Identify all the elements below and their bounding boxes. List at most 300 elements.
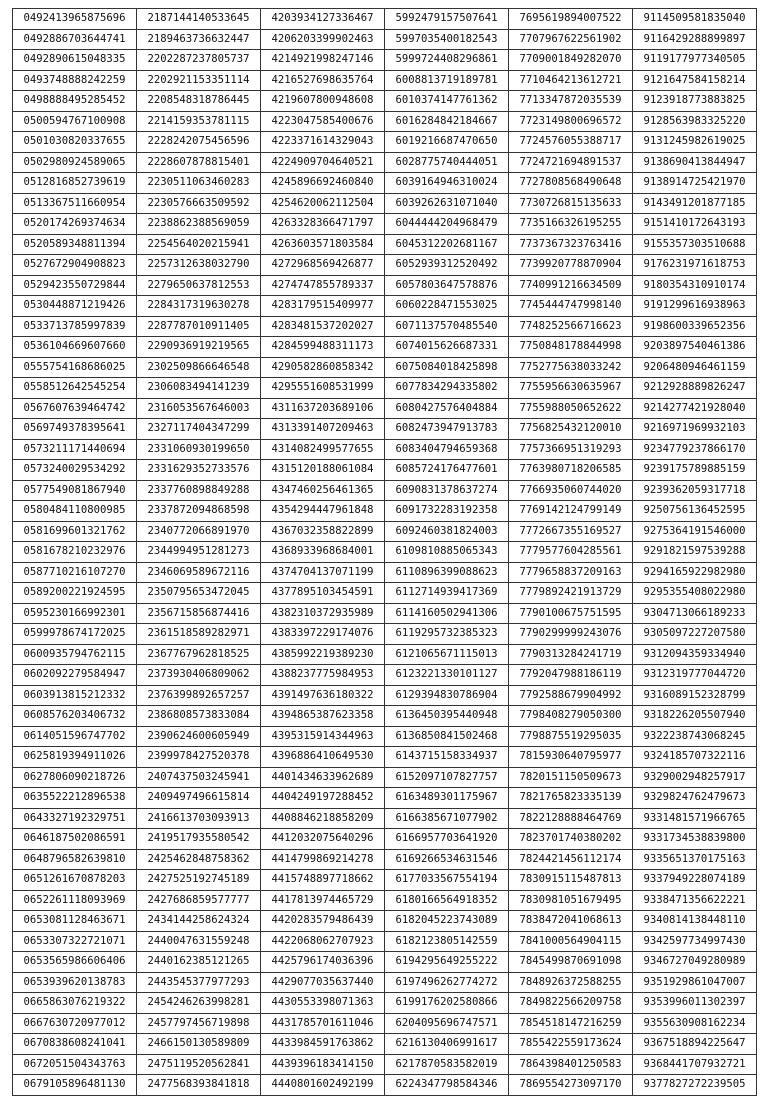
table-cell: 4219607800948608 (261, 91, 385, 112)
table-row (13, 685, 757, 706)
table-row (13, 562, 757, 583)
table-row (13, 173, 757, 194)
table-cell: 4433984591763862 (261, 1034, 385, 1055)
table-cell: 2427525192745189 (137, 870, 261, 891)
table-cell: 2202921153351114 (137, 70, 261, 91)
table-cell: 7766935060744020 (509, 480, 633, 501)
table-cell: 0501030820337655 (13, 132, 137, 153)
table-row (13, 706, 757, 727)
table-row (13, 460, 757, 481)
table-row (13, 747, 757, 768)
table-cell: 2427686859577777 (137, 890, 261, 911)
table-cell: 6182045223743089 (385, 911, 509, 932)
table-row (13, 419, 757, 440)
table-row (13, 624, 757, 645)
table-cell: 4408846218858209 (261, 808, 385, 829)
table-cell: 2340772066891970 (137, 521, 261, 542)
table-cell: 6019216687470650 (385, 132, 509, 153)
table-cell: 4374704137071199 (261, 562, 385, 583)
table-cell: 2214159353781115 (137, 111, 261, 132)
table-cell: 0558512642545254 (13, 378, 137, 399)
table-cell: 2373930406809062 (137, 665, 261, 686)
table-cell: 2344994951281273 (137, 542, 261, 563)
table-row (13, 50, 757, 71)
table-cell: 9367518894225647 (633, 1034, 757, 1055)
table-cell: 0627806090218726 (13, 767, 137, 788)
table-cell: 0573211171440694 (13, 439, 137, 460)
table-cell: 2230511063460283 (137, 173, 261, 194)
table-cell: 2228607878815401 (137, 152, 261, 173)
table-row (13, 357, 757, 378)
table-cell: 0512816852739619 (13, 173, 137, 194)
table-cell: 6080427576404884 (385, 398, 509, 419)
table-cell: 9155357303510688 (633, 234, 757, 255)
table-cell: 5992479157507641 (385, 9, 509, 30)
table-cell: 4315120188061084 (261, 460, 385, 481)
number-table-container (12, 8, 757, 1096)
table-cell: 2290936919219565 (137, 337, 261, 358)
number-table (12, 8, 757, 1096)
table-cell: 0646187502086591 (13, 829, 137, 850)
table-cell: 7820151150509673 (509, 767, 633, 788)
table-cell: 9250756136452595 (633, 501, 757, 522)
table-cell: 2337760898849288 (137, 480, 261, 501)
table-cell: 6112714939417369 (385, 583, 509, 604)
table-cell: 4367032358822899 (261, 521, 385, 542)
table-row (13, 91, 757, 112)
table-cell: 2367767962818525 (137, 644, 261, 665)
table-cell: 0536104669607660 (13, 337, 137, 358)
table-cell: 0513367511660954 (13, 193, 137, 214)
table-cell: 6224347798584346 (385, 1075, 509, 1096)
table-cell: 7713347872035539 (509, 91, 633, 112)
table-row (13, 398, 757, 419)
table-row (13, 644, 757, 665)
table-cell: 9355630908162234 (633, 1013, 757, 1034)
table-cell: 4368933968684001 (261, 542, 385, 563)
table-cell: 9331481571966765 (633, 808, 757, 829)
table-cell: 9176231971618753 (633, 255, 757, 276)
table-cell: 4284599488311173 (261, 337, 385, 358)
table-cell: 0530448871219426 (13, 296, 137, 317)
table-cell: 2306083494141239 (137, 378, 261, 399)
table-cell: 6166957703641920 (385, 829, 509, 850)
table-cell: 6109810885065343 (385, 542, 509, 563)
table-cell: 6169266534631546 (385, 849, 509, 870)
table-cell: 4395315914344963 (261, 726, 385, 747)
table-cell: 0603913815212332 (13, 685, 137, 706)
table-cell: 9212928889826247 (633, 378, 757, 399)
table-cell: 4385992219389230 (261, 644, 385, 665)
table-cell: 2350795653472045 (137, 583, 261, 604)
table-cell: 9338471356622221 (633, 890, 757, 911)
table-cell: 2457797456719898 (137, 1013, 261, 1034)
table-cell: 9324185707322116 (633, 747, 757, 768)
table-cell: 9342597734997430 (633, 931, 757, 952)
table-cell: 9116429288899897 (633, 29, 757, 50)
table-row (13, 521, 757, 542)
table-cell: 6136850841502468 (385, 726, 509, 747)
table-cell: 4354294447961848 (261, 501, 385, 522)
table-cell: 7735166326195255 (509, 214, 633, 235)
table-cell: 6044444204968479 (385, 214, 509, 235)
table-cell: 7779658837209163 (509, 562, 633, 583)
table-cell: 4414799869214278 (261, 849, 385, 870)
table-row (13, 665, 757, 686)
table-cell: 9180354310910174 (633, 275, 757, 296)
table-row (13, 542, 757, 563)
table-cell: 7745444747998140 (509, 296, 633, 317)
table-cell: 4216527698635764 (261, 70, 385, 91)
table-cell: 0520589348811394 (13, 234, 137, 255)
table-cell: 7763980718206585 (509, 460, 633, 481)
table-cell: 9128563983325220 (633, 111, 757, 132)
table-cell: 9123918773883825 (633, 91, 757, 112)
table-cell: 0492413965875696 (13, 9, 137, 30)
table-cell: 7748252566716623 (509, 316, 633, 337)
table-cell: 9316089152328799 (633, 685, 757, 706)
table-cell: 0587710216107270 (13, 562, 137, 583)
table-row (13, 870, 757, 891)
table-cell: 6121065671115013 (385, 644, 509, 665)
table-cell: 0500594767100908 (13, 111, 137, 132)
table-cell: 7772667355169527 (509, 521, 633, 542)
table-cell: 0653939620138783 (13, 972, 137, 993)
table-cell: 6129394830786904 (385, 685, 509, 706)
table-cell: 9331734538839800 (633, 829, 757, 850)
table-cell: 2279650637812553 (137, 275, 261, 296)
table-cell: 0533713785997839 (13, 316, 137, 337)
table-cell: 4394865387623358 (261, 706, 385, 727)
table-row (13, 480, 757, 501)
table-cell: 0580484110800985 (13, 501, 137, 522)
table-cell: 0602092279584947 (13, 665, 137, 686)
table-row (13, 726, 757, 747)
table-cell: 9294165922982980 (633, 562, 757, 583)
table-row (13, 337, 757, 358)
table-cell: 4422068062707923 (261, 931, 385, 952)
table-cell: 0608576203406732 (13, 706, 137, 727)
table-cell: 7790100675751595 (509, 603, 633, 624)
table-cell: 2466150130589809 (137, 1034, 261, 1055)
table-cell: 0567607639464742 (13, 398, 137, 419)
table-cell: 2477568393841818 (137, 1075, 261, 1096)
table-cell: 4224909704640521 (261, 152, 385, 173)
table-cell: 2187144140533645 (137, 9, 261, 30)
table-cell: 0555754168686025 (13, 357, 137, 378)
table-cell: 7869554273097170 (509, 1075, 633, 1096)
table-cell: 7723149800696572 (509, 111, 633, 132)
table-row (13, 849, 757, 870)
table-cell: 0527672904908823 (13, 255, 137, 276)
table-cell: 0653307322721071 (13, 931, 137, 952)
table-cell: 2316053567646003 (137, 398, 261, 419)
table-cell: 9329824762479673 (633, 788, 757, 809)
table-cell: 6217870583582019 (385, 1054, 509, 1075)
table-cell: 7830981051679495 (509, 890, 633, 911)
table-cell: 6163489301175967 (385, 788, 509, 809)
table-cell: 7822128888464769 (509, 808, 633, 829)
table-cell: 6114160502941306 (385, 603, 509, 624)
table-cell: 4425796174036396 (261, 952, 385, 973)
table-cell: 7838472041068613 (509, 911, 633, 932)
table-row (13, 952, 757, 973)
table-cell: 4223371614329043 (261, 132, 385, 153)
table-cell: 6077834294335802 (385, 378, 509, 399)
table-cell: 9305097227207580 (633, 624, 757, 645)
table-cell: 4404249197288452 (261, 788, 385, 809)
table-cell: 0492890615048335 (13, 50, 137, 71)
table-row (13, 439, 757, 460)
table-cell: 0529423550729844 (13, 275, 137, 296)
table-row (13, 829, 757, 850)
table-cell: 0653565986606406 (13, 952, 137, 973)
table-cell: 0672051504343763 (13, 1054, 137, 1075)
table-cell: 6039262631071040 (385, 193, 509, 214)
table-cell: 4314082499577655 (261, 439, 385, 460)
table-cell: 2361518589282971 (137, 624, 261, 645)
table-cell: 0581678210232976 (13, 542, 137, 563)
table-cell: 4383397229174076 (261, 624, 385, 645)
table-cell: 9353996011302397 (633, 993, 757, 1014)
table-cell: 4290582860858342 (261, 357, 385, 378)
table-cell: 9198600339652356 (633, 316, 757, 337)
table-cell: 0653081128463671 (13, 911, 137, 932)
table-row (13, 911, 757, 932)
table-row (13, 378, 757, 399)
table-cell: 0600935794762115 (13, 644, 137, 665)
table-cell: 2284317319630278 (137, 296, 261, 317)
table-cell: 4272968569426877 (261, 255, 385, 276)
table-cell: 7792588679904992 (509, 685, 633, 706)
table-cell: 6136450395440948 (385, 706, 509, 727)
table-cell: 2434144258624324 (137, 911, 261, 932)
table-cell: 6177033567554194 (385, 870, 509, 891)
table-cell: 9340814138448110 (633, 911, 757, 932)
table-cell: 0498888495285452 (13, 91, 137, 112)
table-row (13, 193, 757, 214)
table-cell: 9138914725421970 (633, 173, 757, 194)
table-cell: 7755956630635967 (509, 378, 633, 399)
table-cell: 2407437503245941 (137, 767, 261, 788)
table-cell: 4417813974465729 (261, 890, 385, 911)
table-cell: 6110896399088623 (385, 562, 509, 583)
table-cell: 5999724408296861 (385, 50, 509, 71)
table-row (13, 583, 757, 604)
table-cell: 6182123805142559 (385, 931, 509, 952)
table-row (13, 214, 757, 235)
table-cell: 6090831378637274 (385, 480, 509, 501)
table-row (13, 1034, 757, 1055)
table-cell: 9131245982619025 (633, 132, 757, 153)
table-cell: 9351929861047007 (633, 972, 757, 993)
table-cell: 9216971969932103 (633, 419, 757, 440)
table-row (13, 70, 757, 91)
table-cell: 2386808573833084 (137, 706, 261, 727)
table-cell: 6016284842184667 (385, 111, 509, 132)
table-cell: 2425462848758362 (137, 849, 261, 870)
table-cell: 4377895103454591 (261, 583, 385, 604)
table-cell: 2390624600605949 (137, 726, 261, 747)
table-cell: 4431785701611046 (261, 1013, 385, 1034)
table-cell: 0589200221924595 (13, 583, 137, 604)
table-cell: 4223047585400676 (261, 111, 385, 132)
table-cell: 7864398401250583 (509, 1054, 633, 1075)
table-cell: 7707967622561902 (509, 29, 633, 50)
table-cell: 4388237775984953 (261, 665, 385, 686)
table-cell: 4283481537202027 (261, 316, 385, 337)
table-row (13, 1013, 757, 1034)
table-cell: 6180166564918352 (385, 890, 509, 911)
table-cell: 4214921998247146 (261, 50, 385, 71)
table-cell: 6166385671077902 (385, 808, 509, 829)
table-cell: 6216130406991617 (385, 1034, 509, 1055)
table-cell: 7798875519295035 (509, 726, 633, 747)
table-cell: 9346727049280989 (633, 952, 757, 973)
table-cell: 7854518147216259 (509, 1013, 633, 1034)
table-cell: 6123221330101127 (385, 665, 509, 686)
table-cell: 2440047631559248 (137, 931, 261, 952)
table-cell: 9322238743068245 (633, 726, 757, 747)
table-cell: 0648796582639810 (13, 849, 137, 870)
table-cell: 4263603571803584 (261, 234, 385, 255)
table-cell: 0599978674172025 (13, 624, 137, 645)
table-cell: 0577549081867940 (13, 480, 137, 501)
table-row (13, 1075, 757, 1096)
table-cell: 7750848178844998 (509, 337, 633, 358)
table-cell: 7790299999243076 (509, 624, 633, 645)
table-cell: 0635522212896538 (13, 788, 137, 809)
table-cell: 7755988050652622 (509, 398, 633, 419)
table-cell: 0573240029534292 (13, 460, 137, 481)
table-cell: 6197496262774272 (385, 972, 509, 993)
table-cell: 6060228471553025 (385, 296, 509, 317)
table-cell: 0679105896481130 (13, 1075, 137, 1096)
table-cell: 0652261118093969 (13, 890, 137, 911)
table-cell: 2302509866646548 (137, 357, 261, 378)
table-row (13, 132, 757, 153)
table-cell: 6028775740444051 (385, 152, 509, 173)
table-cell: 6143715158334937 (385, 747, 509, 768)
table-row (13, 890, 757, 911)
table-cell: 7724576055388717 (509, 132, 633, 153)
table-cell: 2440162385121265 (137, 952, 261, 973)
table-cell: 9151410172643193 (633, 214, 757, 235)
table-cell: 7724721694891537 (509, 152, 633, 173)
table-cell: 9214277421928040 (633, 398, 757, 419)
table-cell: 2208548318786445 (137, 91, 261, 112)
table-cell: 7848926372588255 (509, 972, 633, 993)
table-cell: 9335651370175163 (633, 849, 757, 870)
table-cell: 6092460381824003 (385, 521, 509, 542)
table-row (13, 972, 757, 993)
table-cell: 4429077035637440 (261, 972, 385, 993)
table-cell: 6008813719189781 (385, 70, 509, 91)
table-cell: 7769142124799149 (509, 501, 633, 522)
table-row (13, 152, 757, 173)
table-cell: 0581699601321762 (13, 521, 137, 542)
table-cell: 0520174269374634 (13, 214, 137, 235)
table-cell: 4313391407209463 (261, 419, 385, 440)
table-cell: 2331060930199650 (137, 439, 261, 460)
table-cell: 4347460256461365 (261, 480, 385, 501)
table-cell: 0493748888242259 (13, 70, 137, 91)
table-cell: 6071137570485540 (385, 316, 509, 337)
table-cell: 7730726815135633 (509, 193, 633, 214)
table-row (13, 767, 757, 788)
table-cell: 9318226205507940 (633, 706, 757, 727)
table-cell: 7845499870691098 (509, 952, 633, 973)
table-cell: 4439396183414150 (261, 1054, 385, 1075)
table-cell: 7849822566209758 (509, 993, 633, 1014)
table-cell: 4206203399902463 (261, 29, 385, 50)
table-cell: 2399978427520378 (137, 747, 261, 768)
table-cell: 7824421456112174 (509, 849, 633, 870)
table-cell: 7792047988186119 (509, 665, 633, 686)
table-cell: 4401434633962689 (261, 767, 385, 788)
table-cell: 9138690413844947 (633, 152, 757, 173)
table-cell: 7752775638033242 (509, 357, 633, 378)
table-row (13, 1054, 757, 1075)
table-cell: 4254620062112504 (261, 193, 385, 214)
table-cell: 2346069589672116 (137, 562, 261, 583)
table-cell: 9329002948257917 (633, 767, 757, 788)
table-row (13, 603, 757, 624)
table-cell: 4295551608531999 (261, 378, 385, 399)
table-cell: 9275364191546000 (633, 521, 757, 542)
table-row (13, 9, 757, 30)
table-cell: 7727808568490648 (509, 173, 633, 194)
table-cell: 7821765823335139 (509, 788, 633, 809)
table-cell: 0502980924589065 (13, 152, 137, 173)
table-cell: 6039164946310024 (385, 173, 509, 194)
table-cell: 9143491201877185 (633, 193, 757, 214)
table-cell: 2443545377977293 (137, 972, 261, 993)
table-cell: 2475119520562841 (137, 1054, 261, 1075)
table-cell: 0667630720977012 (13, 1013, 137, 1034)
table-row (13, 275, 757, 296)
table-cell: 4274747855789337 (261, 275, 385, 296)
table-cell: 7830915115487813 (509, 870, 633, 891)
table-cell: 4415748897718662 (261, 870, 385, 891)
table-cell: 7855422559173624 (509, 1034, 633, 1055)
table-cell: 4263328366471797 (261, 214, 385, 235)
table-row (13, 993, 757, 1014)
table-cell: 6010374147761362 (385, 91, 509, 112)
table-cell: 6091732283192358 (385, 501, 509, 522)
table-cell: 0651261670878203 (13, 870, 137, 891)
table-cell: 0665863076219322 (13, 993, 137, 1014)
table-row (13, 788, 757, 809)
table-cell: 2416613703093913 (137, 808, 261, 829)
table-cell: 2257312638032790 (137, 255, 261, 276)
table-cell: 7841000564904115 (509, 931, 633, 952)
table-cell: 2337872094868598 (137, 501, 261, 522)
table-cell: 7798408279050300 (509, 706, 633, 727)
table-cell: 2356715856874416 (137, 603, 261, 624)
table-cell: 4396886410649530 (261, 747, 385, 768)
table-cell: 0643327192329751 (13, 808, 137, 829)
table-cell: 9304713066189233 (633, 603, 757, 624)
table-cell: 7779577604285561 (509, 542, 633, 563)
table-row (13, 255, 757, 276)
table-cell: 9239175789885159 (633, 460, 757, 481)
table-cell: 2454246263998281 (137, 993, 261, 1014)
table-row (13, 931, 757, 952)
table-cell: 2202287237805737 (137, 50, 261, 71)
table-cell: 9239362059317718 (633, 480, 757, 501)
number-table-body (13, 9, 757, 1096)
